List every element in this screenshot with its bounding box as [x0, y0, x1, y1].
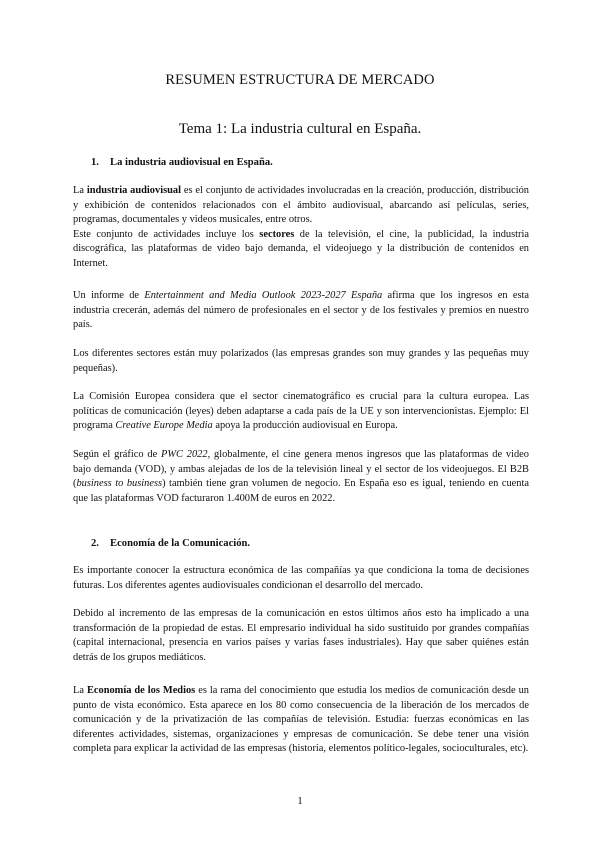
paragraph-text: Los diferentes sectores están muy polarizados (las empresas grandes son muy grandes y las pequeñas muy pequeñas).	[73, 348, 529, 374]
text-run: Un informe de	[73, 290, 145, 301]
bold-term: industria audiovisual	[86, 185, 181, 196]
bold-term: sectores	[259, 228, 295, 240]
text-run: afirma que los ingresos en esta industria crecerán, además del número de profesionales en el sector y de los festivales y premios en nuestro país.	[73, 290, 529, 330]
section-2-paragraph-2	[73, 607, 529, 665]
text-run: Este conjunto de actividades incluye los	[73, 228, 260, 240]
text-run: Según el gráfico de	[73, 449, 162, 460]
text-run: apoya la producción audiovisual en Europa.	[212, 420, 398, 431]
italic-term: business to business	[76, 478, 163, 489]
italic-term: Creative Europe Media	[115, 420, 213, 431]
text-run: ) también tiene gran volumen de negocio. En España eso es igual, teniendo en cuenta que las plataformas VOD facturaron 1.400M de euros en 2022.	[73, 478, 529, 504]
document-title: RESUMEN ESTRUCTURA DE MERCADO	[165, 72, 435, 88]
text-run: es el conjunto de actividades involucradas en la creación, producción, distribución y exhibición de contenidos relacionados con el ámbito audiovisual, abarcando así películas, series, programas, documentales y videos musicales, entre otros.	[73, 185, 530, 225]
section-1-paragraph-2	[73, 289, 529, 333]
text-run: , globalmente, el cine genera menos ingresos que las plataformas de video bajo demanda (VOD), y ambas alejadas de los de la televisión lineal y el sector de los videojuegos. El B2B (	[73, 449, 529, 489]
section-2-heading	[91, 538, 250, 549]
text-run: La	[73, 185, 87, 196]
section-1-paragraph-1	[73, 184, 529, 271]
paragraph-text: Es importante conocer la estructura económica de las compañías ya que condiciona la toma de decisiones futuras. Los diferentes agentes audiovisuales condicionan el desarrollo del mercado.	[73, 565, 529, 591]
paragraph-text: Debido al incremento de las empresas de la comunicación en estos últimos años esto ha implicado a una transformación de la propiedad de estas. El empresario individual ha sido sustituido por grandes compañías (capital internacional, presencia en varios países y varias fases industriales). Hay que saber quiénes están detrás de los grupos mediáticos.	[73, 608, 529, 663]
text-run: La	[73, 685, 87, 696]
italic-term: PWC 2022	[161, 449, 208, 460]
section-1-title: La industria audiovisual en España.	[110, 157, 273, 168]
document-subtitle: Tema 1: La industria cultural en España.	[178, 121, 422, 137]
italic-term: Entertainment and Media Outlook 2023-2027 España	[144, 290, 383, 301]
page-number: 1	[297, 795, 303, 807]
section-2-paragraph-3	[73, 684, 529, 757]
text-run: es la rama del conocimiento que estudia los medios de comunicación desde un punto de vista económico. Esta aparece en los 80 como consecuencia de la liberación de los mercados de comunicación y de la privatización de las compañías de televisión. Estudia: fuerzas económicas en las diferentes actividades, sistemas, organizaciones y empresas de comunicación. Se debe tener una visión completa para explicar la actividad de las empresas (historia, elementos político-legales, socioculturales, etc).	[73, 685, 529, 754]
section-1-number: 1.	[91, 157, 99, 168]
section-1-heading	[91, 157, 273, 168]
text-run: La Comisión Europea considera que el sector cinematográfico es crucial para la cultura europea. Las políticas de comunicación (leyes) deben adaptarse a cada país de la UE y son intervencionistas. Ejemplo: El programa	[73, 391, 529, 431]
section-2-paragraph-1	[73, 564, 529, 593]
section-1-paragraph-3	[73, 347, 529, 376]
text-run: de la televisión, el cine, la publicidad, la industria discográfica, las plataformas de video bajo demanda, el videojuego y la distribución de contenidos en Internet.	[73, 228, 530, 269]
section-1-paragraph-5	[73, 448, 529, 506]
section-2-title: Economía de la Comunicación.	[110, 538, 251, 549]
section-2-number: 2.	[91, 538, 99, 549]
section-1-paragraph-4	[73, 390, 529, 434]
bold-term: Economía de los Medios	[86, 685, 196, 696]
